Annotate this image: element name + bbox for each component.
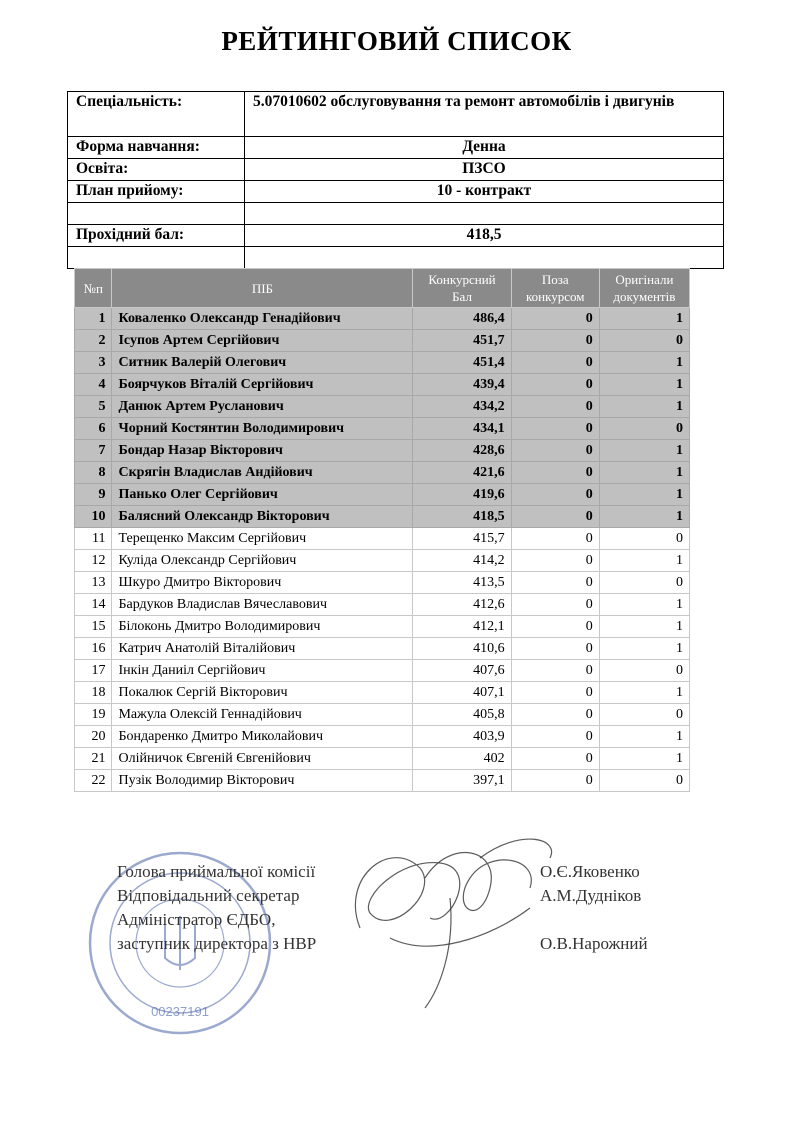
table-row xyxy=(75,484,690,506)
row-name: Панько Олег Сергійович xyxy=(112,484,413,506)
empty-cell xyxy=(245,247,724,269)
row-score: 413,5 xyxy=(413,572,511,594)
row-num: 7 xyxy=(75,440,112,462)
row-outside: 0 xyxy=(511,660,599,682)
row-name: Шкуро Дмитро Вікторович xyxy=(112,572,413,594)
row-originals: 0 xyxy=(599,418,689,440)
row-num: 10 xyxy=(75,506,112,528)
row-originals: 0 xyxy=(599,704,689,726)
row-outside: 0 xyxy=(511,748,599,770)
table-row xyxy=(75,704,690,726)
row-originals: 1 xyxy=(599,484,689,506)
row-name: Балясний Олександр Вікторович xyxy=(112,506,413,528)
row-name: Боярчуков Віталій Сергійович xyxy=(112,374,413,396)
row-outside: 0 xyxy=(511,704,599,726)
row-num: 16 xyxy=(75,638,112,660)
plan-row xyxy=(68,181,724,203)
row-originals: 1 xyxy=(599,748,689,770)
row-outside: 0 xyxy=(511,594,599,616)
row-name: Пузік Володимир Вікторович xyxy=(112,770,413,792)
row-num: 19 xyxy=(75,704,112,726)
row-score: 412,1 xyxy=(413,616,511,638)
table-row xyxy=(75,528,690,550)
table-row xyxy=(75,770,690,792)
education-value: ПЗСО xyxy=(245,159,724,181)
sig-role-3: Адміністратор ЄДБО, xyxy=(117,910,276,929)
row-outside: 0 xyxy=(511,308,599,330)
table-row xyxy=(75,594,690,616)
table-row xyxy=(75,462,690,484)
table-row xyxy=(75,660,690,682)
row-score: 415,7 xyxy=(413,528,511,550)
row-name: Скрягін Владислав Андійович xyxy=(112,462,413,484)
row-num: 3 xyxy=(75,352,112,374)
row-num: 8 xyxy=(75,462,112,484)
row-name: Білоконь Дмитро Володимирович xyxy=(112,616,413,638)
rating-header-row xyxy=(75,269,690,308)
education-label: Освіта: xyxy=(68,159,245,181)
table-row xyxy=(75,638,690,660)
row-num: 1 xyxy=(75,308,112,330)
row-name: Бондар Назар Вікторович xyxy=(112,440,413,462)
stamp-code: 00237191 xyxy=(151,1004,209,1019)
form-label: Форма навчання: xyxy=(68,137,245,159)
row-score: 407,1 xyxy=(413,682,511,704)
row-outside: 0 xyxy=(511,506,599,528)
passing-value: 418,5 xyxy=(245,225,724,247)
row-originals: 1 xyxy=(599,550,689,572)
row-score: 418,5 xyxy=(413,506,511,528)
row-originals: 1 xyxy=(599,374,689,396)
empty-cell xyxy=(245,203,724,225)
row-name: Інкін Даниіл Сергійович xyxy=(112,660,413,682)
row-score: 428,6 xyxy=(413,440,511,462)
row-outside: 0 xyxy=(511,418,599,440)
specialty-value: 5.07010602 обслуговування та ремонт автомобілів і двигунів xyxy=(245,92,724,137)
plan-label: План прийому: xyxy=(68,181,245,203)
row-originals: 0 xyxy=(599,572,689,594)
header-name: ПІБ xyxy=(112,269,413,308)
row-score: 486,4 xyxy=(413,308,511,330)
row-originals: 1 xyxy=(599,352,689,374)
row-score: 439,4 xyxy=(413,374,511,396)
row-name: Ісупов Артем Сергійович xyxy=(112,330,413,352)
row-num: 20 xyxy=(75,726,112,748)
row-num: 9 xyxy=(75,484,112,506)
row-name: Бондаренко Дмитро Миколайович xyxy=(112,726,413,748)
row-originals: 1 xyxy=(599,726,689,748)
row-outside: 0 xyxy=(511,374,599,396)
table-row xyxy=(75,440,690,462)
row-name: Куліда Олександр Сергійович xyxy=(112,550,413,572)
table-row xyxy=(75,726,690,748)
page-title: РЕЙТИНГОВИЙ СПИСОК xyxy=(221,26,572,56)
row-num: 6 xyxy=(75,418,112,440)
table-row xyxy=(75,682,690,704)
sig-role-4: заступник директора з НВР xyxy=(117,934,317,953)
row-originals: 0 xyxy=(599,330,689,352)
row-score: 402 xyxy=(413,748,511,770)
empty-cell xyxy=(68,247,245,269)
sig-role-1: Голова приймальної комісії xyxy=(117,862,316,881)
row-originals: 1 xyxy=(599,440,689,462)
table-row xyxy=(75,418,690,440)
row-name: Чорний Костянтин Володимирович xyxy=(112,418,413,440)
row-originals: 1 xyxy=(599,308,689,330)
specialty-row xyxy=(68,92,724,137)
table-row xyxy=(75,572,690,594)
row-outside: 0 xyxy=(511,352,599,374)
row-score: 405,8 xyxy=(413,704,511,726)
row-score: 397,1 xyxy=(413,770,511,792)
row-score: 403,9 xyxy=(413,726,511,748)
row-originals: 1 xyxy=(599,682,689,704)
row-num: 18 xyxy=(75,682,112,704)
row-score: 412,6 xyxy=(413,594,511,616)
row-num: 14 xyxy=(75,594,112,616)
row-outside: 0 xyxy=(511,330,599,352)
empty-cell xyxy=(68,203,245,225)
row-outside: 0 xyxy=(511,770,599,792)
row-originals: 1 xyxy=(599,594,689,616)
row-outside: 0 xyxy=(511,682,599,704)
row-originals: 1 xyxy=(599,396,689,418)
table-row xyxy=(75,396,690,418)
header-originals: Оригінали документів xyxy=(599,269,689,308)
table-row xyxy=(75,352,690,374)
row-num: 13 xyxy=(75,572,112,594)
form-value: Денна xyxy=(245,137,724,159)
sig-name-1: О.Є.Яковенко xyxy=(540,862,640,881)
row-name: Мажула Олексій Геннадійович xyxy=(112,704,413,726)
table-row xyxy=(75,550,690,572)
row-outside: 0 xyxy=(511,616,599,638)
row-num: 2 xyxy=(75,330,112,352)
sig-role-2: Відповідальний секретар xyxy=(117,886,300,905)
row-name: Ситник Валерій Олегович xyxy=(112,352,413,374)
row-score: 421,6 xyxy=(413,462,511,484)
header-score: Конкурсний Бал xyxy=(413,269,511,308)
passing-label: Прохідний бал: xyxy=(68,225,245,247)
row-num: 15 xyxy=(75,616,112,638)
row-originals: 0 xyxy=(599,660,689,682)
row-name: Катрич Анатолій Віталійович xyxy=(112,638,413,660)
row-num: 22 xyxy=(75,770,112,792)
row-score: 451,4 xyxy=(413,352,511,374)
empty-row xyxy=(68,203,724,225)
row-outside: 0 xyxy=(511,528,599,550)
passing-row xyxy=(68,225,724,247)
row-originals: 1 xyxy=(599,616,689,638)
row-num: 17 xyxy=(75,660,112,682)
table-row xyxy=(75,616,690,638)
row-name: Коваленко Олександр Генадійович xyxy=(112,308,413,330)
row-originals: 1 xyxy=(599,506,689,528)
row-score: 434,1 xyxy=(413,418,511,440)
rating-table xyxy=(74,268,690,792)
row-outside: 0 xyxy=(511,572,599,594)
row-num: 11 xyxy=(75,528,112,550)
row-originals: 0 xyxy=(599,528,689,550)
row-num: 21 xyxy=(75,748,112,770)
row-originals: 1 xyxy=(599,638,689,660)
row-name: Бардуков Владислав Вячеславович xyxy=(112,594,413,616)
table-row xyxy=(75,506,690,528)
row-score: 451,7 xyxy=(413,330,511,352)
signature-scribble xyxy=(330,818,570,1018)
specialty-label: Спеціальність: xyxy=(68,92,245,137)
row-outside: 0 xyxy=(511,638,599,660)
row-score: 410,6 xyxy=(413,638,511,660)
row-name: Терещенко Максим Сергійович xyxy=(112,528,413,550)
table-row xyxy=(75,748,690,770)
row-outside: 0 xyxy=(511,396,599,418)
table-row xyxy=(75,330,690,352)
program-info-table xyxy=(67,91,724,269)
sig-name-2: А.М.Дудніков xyxy=(540,886,642,905)
plan-value: 10 - контракт xyxy=(245,181,724,203)
form-row xyxy=(68,137,724,159)
row-score: 407,6 xyxy=(413,660,511,682)
row-originals: 0 xyxy=(599,770,689,792)
row-originals: 1 xyxy=(599,462,689,484)
row-outside: 0 xyxy=(511,726,599,748)
row-outside: 0 xyxy=(511,550,599,572)
row-outside: 0 xyxy=(511,462,599,484)
row-num: 12 xyxy=(75,550,112,572)
row-num: 5 xyxy=(75,396,112,418)
row-score: 414,2 xyxy=(413,550,511,572)
row-name: Олійничок Євгеній Євгенійович xyxy=(112,748,413,770)
row-outside: 0 xyxy=(511,484,599,506)
table-row xyxy=(75,374,690,396)
row-num: 4 xyxy=(75,374,112,396)
row-score: 419,6 xyxy=(413,484,511,506)
row-name: Покалюк Сергій Вікторович xyxy=(112,682,413,704)
header-num: №п xyxy=(75,269,112,308)
sig-name-4: О.В.Нарожний xyxy=(540,934,648,953)
education-row xyxy=(68,159,724,181)
row-score: 434,2 xyxy=(413,396,511,418)
row-name: Данюк Артем Русланович xyxy=(112,396,413,418)
header-outside: Поза конкурсом xyxy=(511,269,599,308)
rating-body xyxy=(75,308,690,792)
empty-row xyxy=(68,247,724,269)
row-outside: 0 xyxy=(511,440,599,462)
table-row xyxy=(75,308,690,330)
